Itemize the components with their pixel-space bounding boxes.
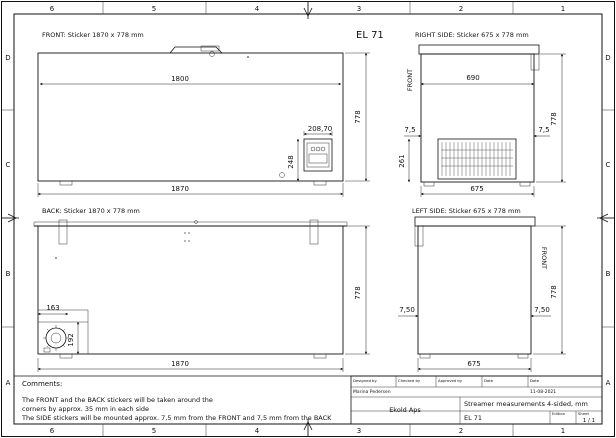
left-side-front-label: FRONT xyxy=(540,246,548,270)
checked-by-label: Checked by xyxy=(398,378,421,383)
comments-line-3: The SIDE stickers will be mounted approx. 7,5 mm from the FRONT and 7,5 mm from the BACK xyxy=(22,414,332,422)
designed-by-value: Marina Pedersen xyxy=(353,390,391,395)
approved-by-label: Approved by xyxy=(438,378,463,383)
back-dim-motor-height: 192 xyxy=(67,333,75,347)
front-dim-inner-width: 1800 xyxy=(171,75,189,83)
comments-line-2: corners by approx. 35 mm in each side xyxy=(22,405,150,413)
designed-by-label: Designed by xyxy=(353,378,377,383)
front-dim-panel-height: 248 xyxy=(287,155,295,169)
left-side-dim-left-offset: 7,50 xyxy=(399,306,415,314)
back-dim-motor-width: 163 xyxy=(46,304,60,312)
col-label-bottom-6: 6 xyxy=(49,427,55,435)
row-label-right-d: D xyxy=(605,54,611,62)
back-view xyxy=(34,207,370,372)
comments-line-1: The FRONT and the BACK stickers will be taken around the xyxy=(22,396,213,404)
date-label-1: Date xyxy=(484,378,494,383)
right-side-dim-left-offset: 7,5 xyxy=(404,126,416,134)
left-side-dim-right-offset: 7,50 xyxy=(534,306,550,314)
company-name: Ekold Aps xyxy=(389,406,421,414)
right-side-front-label: FRONT xyxy=(406,68,414,92)
col-label-bottom-4: 4 xyxy=(254,427,260,435)
back-dim-height: 778 xyxy=(354,286,362,300)
front-dim-height: 778 xyxy=(354,110,362,124)
row-label-left-a: A xyxy=(5,379,11,387)
sheet-value: 1 / 1 xyxy=(582,418,596,424)
right-side-dim-top-width: 690 xyxy=(466,74,480,82)
row-label-left-b: B xyxy=(5,270,11,278)
drawing-number: EL 71 xyxy=(356,30,384,41)
col-label-bottom-2: 2 xyxy=(458,427,464,435)
right-side-dim-right-offset: 7,5 xyxy=(538,126,550,134)
col-label-top-2: 2 xyxy=(458,5,464,13)
col-label-bottom-5: 5 xyxy=(151,427,157,435)
title-block xyxy=(351,376,602,424)
drawing-title: Streamer measurements 4-sided, mm xyxy=(464,400,588,408)
right-side-dim-grille-height: 261 xyxy=(398,154,406,168)
front-dim-overall-width: 1870 xyxy=(171,185,189,193)
front-dim-panel-width: 208,70 xyxy=(307,125,333,133)
right-side-dim-overall-width: 675 xyxy=(470,185,484,193)
row-label-left-d: D xyxy=(5,54,11,62)
row-label-right-b: B xyxy=(605,270,611,278)
row-label-right-a: A xyxy=(605,379,611,387)
col-label-top-3: 3 xyxy=(356,5,362,13)
sheet-label: Sheet xyxy=(578,411,589,416)
front-view xyxy=(38,31,370,197)
col-label-bottom-3: 3 xyxy=(356,427,362,435)
col-label-top-6: 6 xyxy=(49,5,55,13)
col-label-top-5: 5 xyxy=(151,5,157,13)
row-label-right-c: C xyxy=(605,161,611,169)
comments-heading: Comments: xyxy=(22,380,63,388)
ventilation-grille xyxy=(441,142,513,176)
date-label-2: Date xyxy=(530,378,540,383)
right-side-view xyxy=(398,31,566,197)
right-side-title: RIGHT SIDE: Sticker 675 x 778 mm xyxy=(415,31,529,39)
right-side-dim-height: 778 xyxy=(550,112,558,126)
left-side-view xyxy=(398,207,566,372)
edition-label: Edition xyxy=(552,411,566,416)
left-side-dim-height: 778 xyxy=(550,285,558,299)
title-block-drawing-number: EL 71 xyxy=(464,414,483,422)
col-label-top-1: 1 xyxy=(560,5,566,13)
date-value: 11-08-2021 xyxy=(530,390,557,395)
drawing-frame xyxy=(2,2,615,437)
back-dim-overall-width: 1870 xyxy=(171,360,189,368)
left-side-dim-overall-width: 675 xyxy=(467,360,481,368)
row-label-left-c: C xyxy=(5,161,11,169)
col-label-bottom-1: 1 xyxy=(560,427,566,435)
front-view-title: FRONT: Sticker 1870 x 778 mm xyxy=(42,31,144,39)
col-label-top-4: 4 xyxy=(254,5,260,13)
left-side-title: LEFT SIDE: Sticker 675 x 778 mm xyxy=(412,207,521,215)
comments-block xyxy=(14,376,602,422)
back-view-title: BACK: Sticker 1870 x 778 mm xyxy=(42,207,140,215)
